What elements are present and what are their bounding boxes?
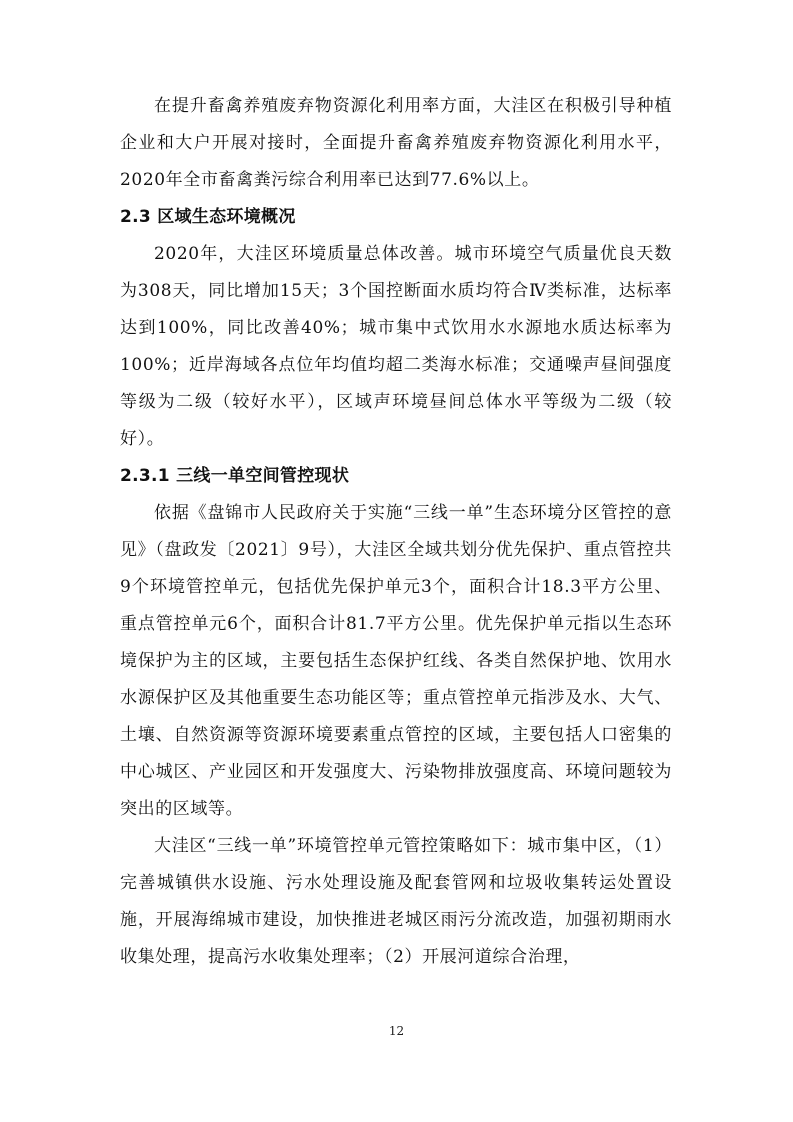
paragraph-environment-quality: 2020年，大洼区环境质量总体改善。城市环境空气质量优良天数为308天，同比增加15天；3个国控断面水质均符合Ⅳ类标准，达标率达到100%，同比改善40%；城市集中式饮用水水源地水质达标率为100%；近岸海域各点位年均值均超二类海水标准；交通噪声昼间强度等级为二级（较好水平），区域声环境昼间总体水平等级为二级（较好）。 bbox=[120, 244, 672, 449]
paragraph-control-strategy: 大洼区“三线一单”环境管控单元管控策略如下：城市集中区，（1）完善城镇供水设施、污水处理设施及配套管网和垃圾收集转运处置设施，开展海绵城市建设，加快推进老城区雨污分流改造，加强初期雨水收集处理，提高污水收集处理率；（2）开展河道综合治理， bbox=[120, 836, 672, 967]
section-heading-2-3-1: 2.3.1 三线一单空间管控现状 bbox=[120, 466, 350, 486]
paragraph-livestock-waste: 在提升畜禽养殖废弃物资源化利用率方面，大洼区在积极引导种植企业和大户开展对接时，全面提升畜禽养殖废弃物资源化利用水平，2020年全市畜禽粪污综合利用率已达到77.6%以上。 bbox=[120, 96, 672, 190]
page-number: 12 bbox=[388, 1024, 405, 1038]
body-text bbox=[120, 88, 672, 976]
section-heading-2-3: 2.3 区域生态环境概况 bbox=[120, 207, 296, 227]
paragraph-control-units: 依据《盘锦市人民政府关于实施“三线一单”生态环境分区管控的意见》（盘政发〔2021〕9号），大洼区全域共划分优先保护、重点管控共9个环境管控单元，包括优先保护单元3个，面积合计18.3平方公里、重点管控单元6个，面积合计81.7平方公里。优先保护单元指以生态环境保护为主的区域，主要包括生态保护红线、各类自然保护地、饮用水水源保护区及其他重要生态功能区等；重点管控单元指涉及水、大气、土壤、自然资源等资源环境要素重点管控的区域，主要包括人口密集的中心城区、产业园区和开发强度大、污染物排放强度高、环境问题较为突出的区域等。 bbox=[120, 503, 672, 819]
